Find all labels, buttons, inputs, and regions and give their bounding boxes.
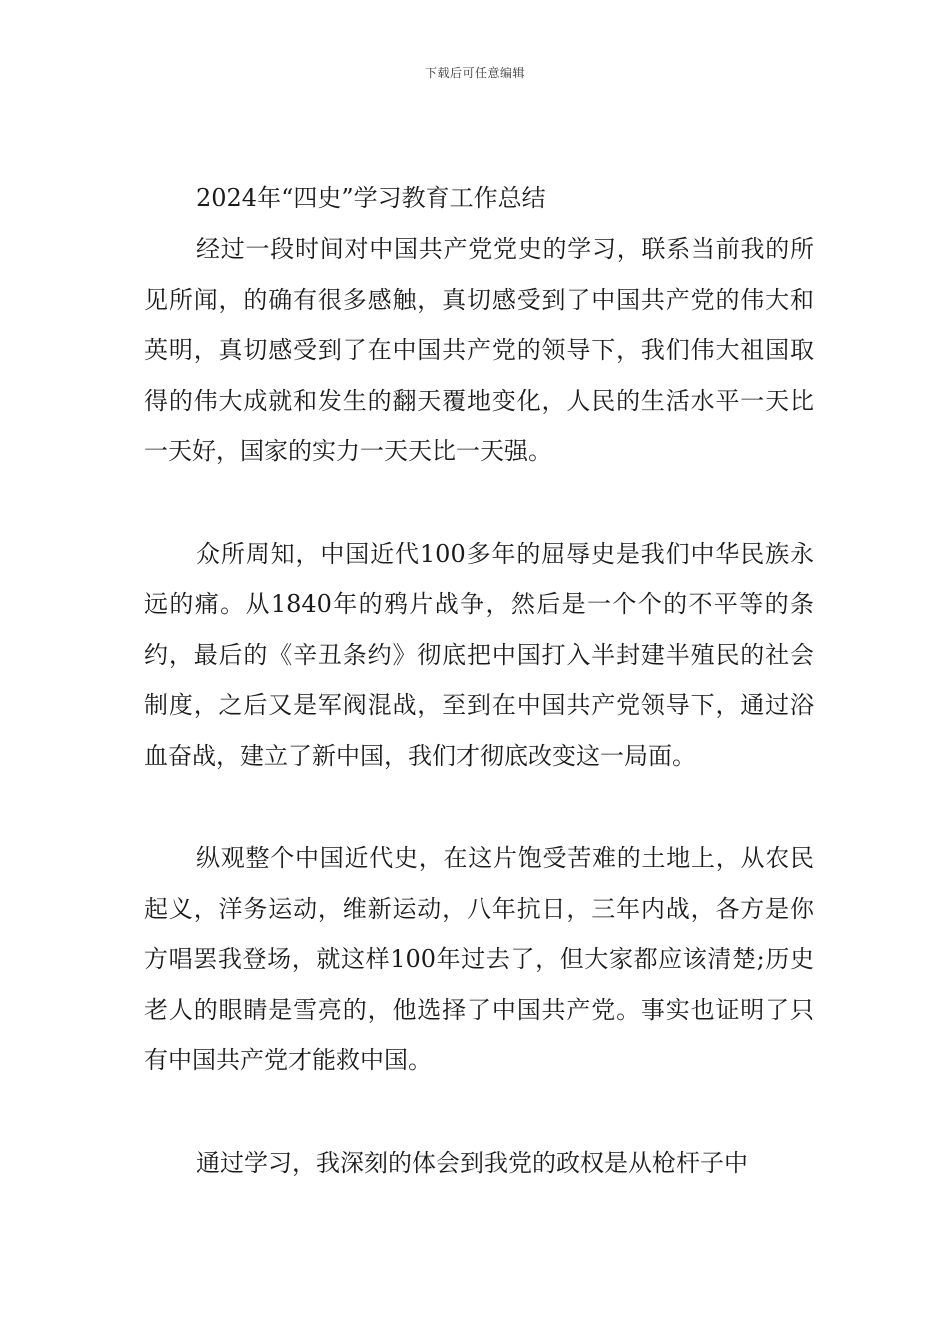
paragraph-1: 经过一段时间对中国共产党党史的学习，联系当前我的所见所闻，的确有很多感触，真切感受到了中国共产党的伟大和英明，真切感受到了在中国共产党的领导下，我们伟大祖国取得的伟大成就和发生的翻天覆地变化，人民的生活水平一天比一天好，国家的实力一天天比一天强。 bbox=[144, 235, 814, 465]
paragraph-2: 众所周知，中国近代100多年的屈辱史是我们中华民族永远的痛。从1840年的鸦片战争，然后是一个个的不平等的条约，最后的《辛丑条约》彻底把中国打入半封建半殖民的社会制度，之后又是军阀混战，至到在中国共产党领导下，通过浴血奋战，建立了新中国，我们才彻底改变这一局面。 bbox=[144, 539, 814, 770]
paragraph-3: 纵观整个中国近代史，在这片饱受苦难的土地上，从农民起义，洋务运动，维新运动，八年抗日，三年内战，各方是你方唱罢我登场，就这样100年过去了，但大家都应该清楚;历史老人的眼睛是雪亮的，他选择了中国共产党。事实也证明了只有中国共产党才能救中国。 bbox=[144, 844, 814, 1074]
document-body bbox=[144, 172, 814, 1240]
document-title: 2024年“四史”学习教育工作总结 bbox=[196, 184, 546, 212]
paragraph-4: 通过学习，我深刻的体会到我党的政权是从枪杆子中 bbox=[196, 1148, 748, 1177]
page-header: 下载后可任意编辑 bbox=[424, 66, 525, 80]
